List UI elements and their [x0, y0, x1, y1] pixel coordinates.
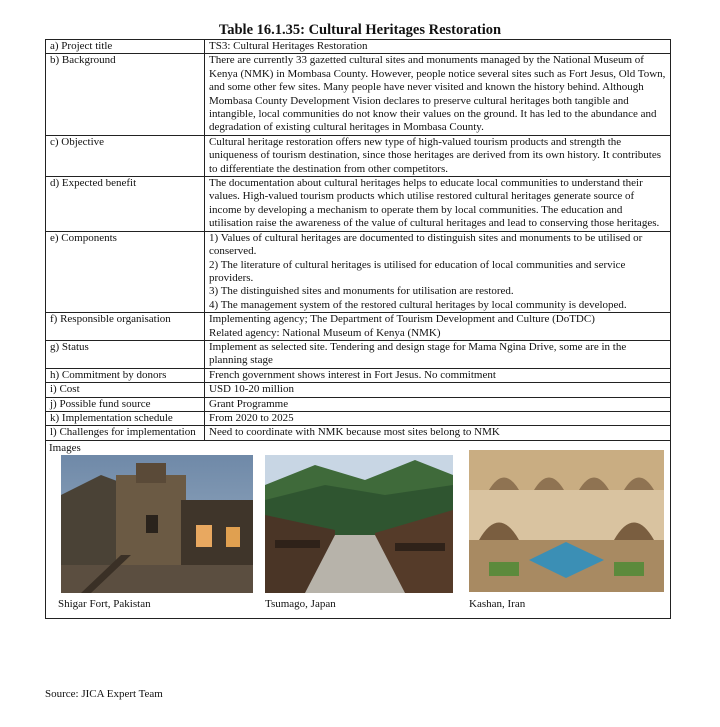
row-label: h) Commitment by donors: [46, 368, 205, 382]
row-value: Grant Programme: [205, 397, 671, 411]
row-value: Implement as selected site. Tendering and design stage for Mama Ngina Drive, some are in the planning stage: [205, 340, 671, 368]
row-value: TS3: Cultural Heritages Restoration: [205, 40, 671, 54]
table-row: [46, 40, 671, 54]
images-label: Images: [49, 441, 81, 454]
shigar-fort-photo: [61, 455, 253, 593]
table-row: [46, 135, 671, 176]
row-label: g) Status: [46, 340, 205, 368]
caption-shigar: Shigar Fort, Pakistan: [58, 597, 151, 610]
row-label: d) Expected benefit: [46, 177, 205, 232]
row-value-item: Related agency: National Museum of Kenya (NMK): [209, 326, 441, 339]
row-value-item: 4) The management system of the restored cultural heritages by local community is developed.: [209, 298, 627, 311]
row-label: b) Background: [46, 54, 205, 135]
table-title: Table 16.1.35: Cultural Heritages Restoration: [218, 22, 502, 38]
row-value: Need to coordinate with NMK because most sites belong to NMK: [205, 426, 671, 440]
caption-tsumago: Tsumago, Japan: [265, 597, 336, 610]
table-row: [46, 231, 671, 312]
row-label: k) Implementation schedule: [46, 411, 205, 425]
table-row: [46, 397, 671, 411]
kashan-photo: [469, 450, 664, 592]
images-cell: [46, 440, 671, 618]
table-row: [46, 54, 671, 135]
row-value-item: 3) The distinguished sites and monuments for utilisation are restored.: [209, 285, 514, 298]
row-value: [205, 231, 671, 312]
row-value: From 2020 to 2025: [205, 411, 671, 425]
table-row: [46, 313, 671, 341]
tsumago-photo: [265, 455, 453, 593]
row-value: Cultural heritage restoration offers new type of high-valued tourism products and strength the uniqueness of tourism destination, since those heritages are derived from its own history. It contributes to differentiate the destination from other competitors.: [205, 135, 671, 176]
row-label: i) Cost: [46, 383, 205, 397]
row-label: c) Objective: [46, 135, 205, 176]
row-value-item: 1) Values of cultural heritages are documented to distinguish sites and monuments to be utilised or conserved.: [209, 231, 643, 258]
row-value: [205, 313, 671, 341]
table-row: [46, 426, 671, 440]
row-label: l) Challenges for implementation: [46, 426, 205, 440]
row-value-item: Implementing agency; The Department of Tourism Development and Culture (DoTDC): [209, 313, 595, 326]
row-label: f) Responsible organisation: [46, 313, 205, 341]
row-value-item: 2) The literature of cultural heritages is utilised for education of local communities and service providers.: [209, 258, 626, 284]
row-value: USD 10-20 million: [205, 383, 671, 397]
row-label: a) Project title: [46, 40, 205, 54]
caption-kashan: Kashan, Iran: [469, 597, 526, 610]
table-row: [46, 177, 671, 232]
row-value: There are currently 33 gazetted cultural sites and monuments managed by the National Museum of Kenya (NMK) in Mombasa County. However, people notice several sites such as Fort Jesus, Old Town, and some other few sites. Many people have never visited and known the history behind. Although Mombasa County Development Vision declares to preserve cultural heritages both tangible and intangible, local communities do not know their values on the ground. It has led to the abundance and degradation of existing cultural heritages in Mombasa County.: [205, 54, 671, 135]
row-label: j) Possible fund source: [46, 397, 205, 411]
project-table: [45, 39, 671, 619]
row-value: The documentation about cultural heritages helps to educate local communities to understand their values. High-valued tourism products which utilise restored cultural heritages generate source of income by developing a mechanism to operate them by local communities. The education and utilisation raise the awareness of the value of cultural heritages and lead to conserving those heritages.: [205, 177, 671, 232]
row-value: French government shows interest in Fort Jesus. No commitment: [205, 368, 671, 382]
table-row: [46, 411, 671, 425]
row-label: e) Components: [46, 231, 205, 312]
table-row: [46, 368, 671, 382]
table-row: [46, 383, 671, 397]
table-row: [46, 340, 671, 368]
source-note: Source: JICA Expert Team: [45, 688, 163, 700]
